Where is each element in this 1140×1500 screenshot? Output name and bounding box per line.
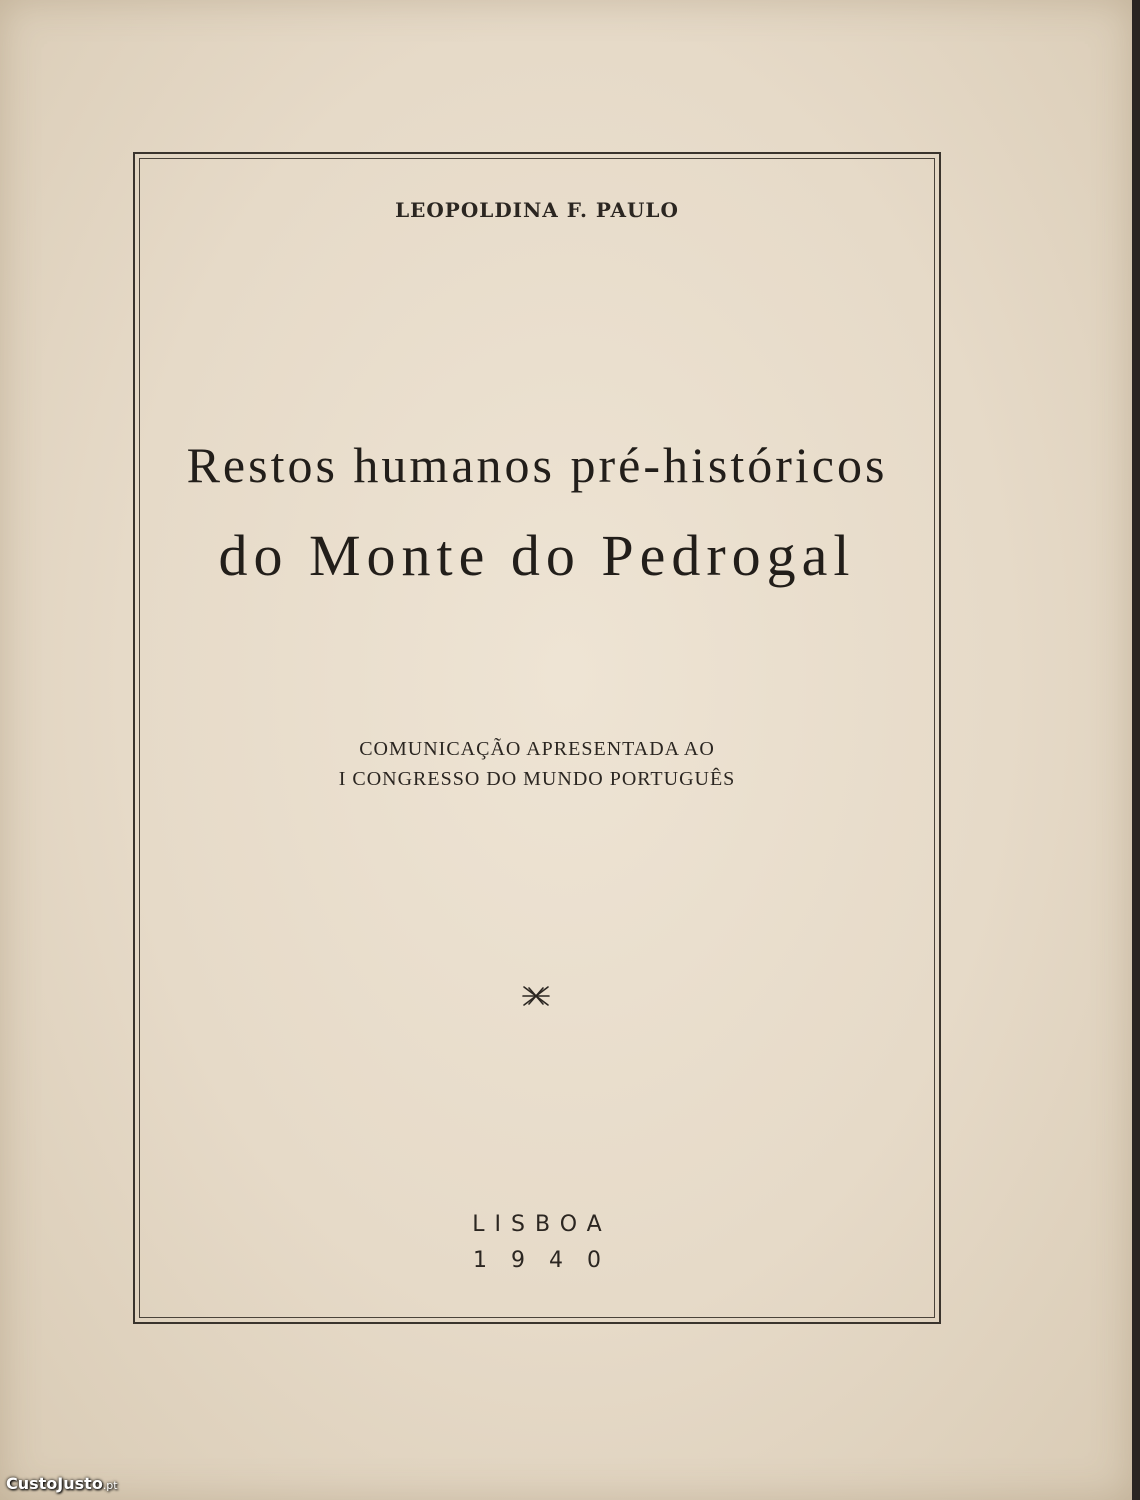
subtitle-line-2: I CONGRESSO DO MUNDO PORTUGUÊS [338,768,736,790]
subtitle-line-1: COMUNICAÇÃO APRESENTADA AO [359,738,715,760]
title-line-2: do Monte do Pedrogal [218,523,856,588]
author-name: LEOPOLDINA F. PAULO [395,198,679,222]
publication-year: 1940 [473,1248,625,1273]
site-watermark [6,1474,118,1493]
star-ornament-icon [521,984,551,1008]
watermark-tld: .pt [102,1479,118,1492]
title-line-1: Restos humanos pré-históricos [186,437,888,493]
publication-city: LISBOA [472,1212,612,1237]
watermark-brand: CustoJusto [6,1474,103,1493]
